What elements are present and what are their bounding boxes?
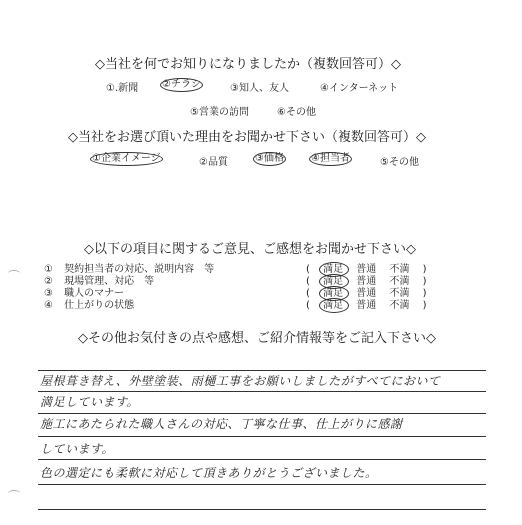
q2-option-corporate-image[interactable] <box>90 152 163 166</box>
q3-row-3-label: 職人のマナー <box>64 288 125 299</box>
q2-title: ◇当社をお選び頂いた理由をお聞かせ下さい（複数回答可）◇ <box>68 130 426 145</box>
margin-mark-2 <box>8 490 20 497</box>
comment-line-1: 屋根葺き替え、外壁塗装、雨樋工事をお願いしましたがすべてにおいて <box>40 374 441 388</box>
q3-row-4 <box>44 300 134 311</box>
q2-option-corporate-image-label: ①企業イメージ <box>92 153 161 164</box>
q3-row-1-choice-dissatisfied[interactable]: 不満 <box>389 264 410 275</box>
q3-row-2-label: 現場管理、対応 等 <box>64 276 155 287</box>
q1-option-flyer-label: ②チラシ <box>162 79 201 90</box>
q2-option-price[interactable] <box>253 152 286 166</box>
q2-option-price-label: ③価格 <box>255 153 284 164</box>
q3-row-1-choices[interactable]: ( 満足 普通 不満 ) <box>306 264 427 275</box>
q3-row-4-choices[interactable]: ( 満足 普通 不満 ) <box>306 300 427 311</box>
q3-row-4-choice-normal[interactable]: 普通 <box>356 300 377 311</box>
q3-row-1 <box>44 264 214 275</box>
q2-option-representative-label: ④担当者 <box>311 153 350 164</box>
q3-row-3-choice-satisfied[interactable]: 満足 <box>323 288 344 299</box>
margin-mark-1 <box>8 270 20 277</box>
q3-row-2-choices[interactable]: ( 満足 普通 不満 ) <box>306 276 427 287</box>
q3-row-2 <box>44 276 154 287</box>
q3-row-2-num: ② <box>44 276 53 287</box>
q3-title: ◇以下の項目に関するご意見、ご感想をお聞かせ下さい◇ <box>84 242 416 257</box>
q3-row-3 <box>44 288 124 299</box>
q1-option-sales-visit[interactable]: ⑤営業の訪問 <box>190 107 249 118</box>
q3-row-4-selected-mark <box>319 298 349 313</box>
q1-title: ◇当社を何でお知りになりましたか（複数回答可）◇ <box>95 57 401 72</box>
comment-line-2: 満足しています。 <box>40 395 140 409</box>
q2-option-quality[interactable]: ②品質 <box>199 157 228 168</box>
comment-line-4: しています。 <box>40 442 115 456</box>
q3-row-3-num: ③ <box>44 288 53 299</box>
q1-option-other[interactable]: ⑥その他 <box>277 107 316 118</box>
comment-line-3: 施工にあたられた職人さんの対応、丁寧な仕事、仕上がりに感謝 <box>40 417 403 431</box>
q3-row-2-choice-normal[interactable]: 普通 <box>356 276 377 287</box>
q4-title: ◇その他お気付きの点や感想、ご紹介情報等をご記入下さい◇ <box>78 331 436 346</box>
q3-row-4-choice-satisfied[interactable]: 満足 <box>323 300 344 311</box>
q1-option-acquaintance[interactable]: ③知人、友人 <box>230 83 289 94</box>
q3-row-1-num: ① <box>44 264 53 275</box>
q3-row-2-choice-satisfied[interactable]: 満足 <box>323 276 344 287</box>
q3-row-1-choice-satisfied[interactable]: 満足 <box>323 264 344 275</box>
q3-row-1-label: 契約担当者の対応、説明内容 等 <box>64 264 215 275</box>
q2-option-other[interactable]: ⑤その他 <box>380 157 419 168</box>
q3-row-3-choices[interactable]: ( 満足 普通 不満 ) <box>306 288 427 299</box>
q1-option-newspaper[interactable]: ①.新聞 <box>106 83 139 94</box>
q1-option-flyer[interactable] <box>160 78 203 92</box>
q3-row-2-choice-dissatisfied[interactable]: 不満 <box>389 276 410 287</box>
q3-row-3-choice-dissatisfied[interactable]: 不満 <box>389 288 410 299</box>
q3-row-3-choice-normal[interactable]: 普通 <box>356 288 377 299</box>
q3-row-1-choice-normal[interactable]: 普通 <box>356 264 377 275</box>
comment-line-5: 色の選定にも柔軟に対応して頂きありがとうございました。 <box>40 466 378 480</box>
q3-row-4-num: ④ <box>44 300 53 311</box>
q3-row-4-label: 仕上がりの状態 <box>64 300 135 311</box>
q1-option-internet[interactable]: ④インターネット <box>320 83 399 94</box>
q2-option-representative[interactable] <box>309 152 352 166</box>
q3-row-4-choice-dissatisfied[interactable]: 不満 <box>389 300 410 311</box>
